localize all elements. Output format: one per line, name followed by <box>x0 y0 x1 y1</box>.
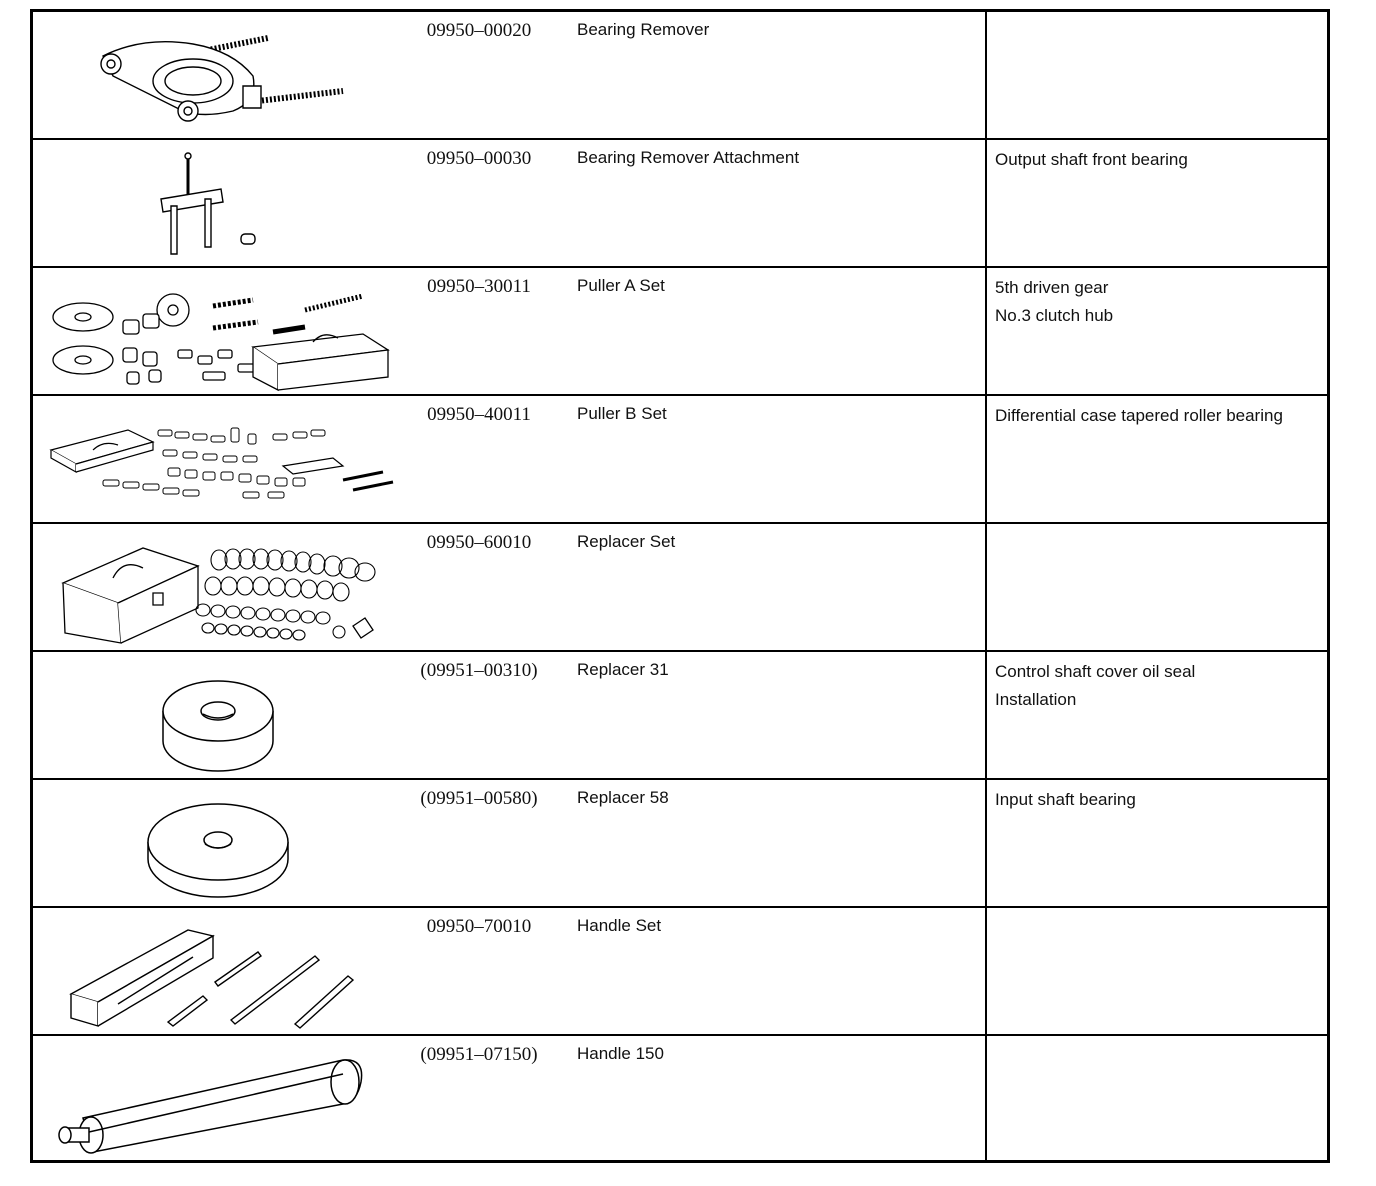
tool-name: Handle Set <box>577 916 662 935</box>
table-row <box>33 908 1327 1036</box>
part-number: 09950–00020 <box>426 20 532 41</box>
tool-name: Bearing Remover <box>577 20 710 39</box>
usage-line: Input shaft bearing <box>995 790 1136 809</box>
part-number: 09950–70010 <box>426 916 532 937</box>
special-tools-table <box>30 9 1330 1163</box>
tool-name: Bearing Remover Attachment <box>577 148 800 167</box>
tool-name: Puller B Set <box>577 404 667 423</box>
tool-name: Puller A Set <box>577 276 665 295</box>
handle-150-icon <box>43 1040 403 1158</box>
part-number: (09951–00580) <box>420 788 538 809</box>
usage-cell <box>995 658 1325 714</box>
part-number: (09951–07150) <box>420 1044 538 1065</box>
part-number: 09950–00030 <box>426 148 532 169</box>
usage-line: No.3 clutch hub <box>995 306 1114 325</box>
table-row <box>33 652 1327 780</box>
replacer-set-icon <box>43 528 403 646</box>
tool-name: Replacer 31 <box>577 660 669 679</box>
part-number: 09950–30011 <box>427 276 531 297</box>
bearing-remover-attachment-icon <box>43 144 403 262</box>
tool-name: Handle 150 <box>577 1044 664 1063</box>
table-row <box>33 396 1327 524</box>
bearing-remover-icon <box>43 16 403 134</box>
tool-name: Replacer 58 <box>577 788 669 807</box>
part-number: 09950–60010 <box>426 532 532 553</box>
table-row <box>33 524 1327 652</box>
part-number: 09950–40011 <box>427 404 531 425</box>
puller-b-set-icon <box>43 400 403 518</box>
replacer-58-icon <box>43 784 403 902</box>
puller-a-set-icon <box>43 272 403 390</box>
usage-line: Differential case tapered roller bearing <box>995 406 1283 425</box>
table-row <box>33 140 1327 268</box>
table-row <box>33 1036 1327 1164</box>
usage-line: Output shaft front bearing <box>995 150 1188 169</box>
replacer-31-icon <box>43 656 403 774</box>
table-row <box>33 268 1327 396</box>
usage-cell <box>995 786 1325 814</box>
table-row <box>33 12 1327 140</box>
usage-cell <box>995 402 1325 430</box>
usage-cell <box>995 274 1325 330</box>
tool-name: Replacer Set <box>577 532 676 551</box>
handle-set-icon <box>43 912 403 1030</box>
usage-line: Control shaft cover oil seal <box>995 662 1196 681</box>
usage-line: Installation <box>995 690 1077 709</box>
usage-line: 5th driven gear <box>995 278 1109 297</box>
part-number: (09951–00310) <box>420 660 538 681</box>
table-row <box>33 780 1327 908</box>
usage-cell <box>995 146 1325 174</box>
